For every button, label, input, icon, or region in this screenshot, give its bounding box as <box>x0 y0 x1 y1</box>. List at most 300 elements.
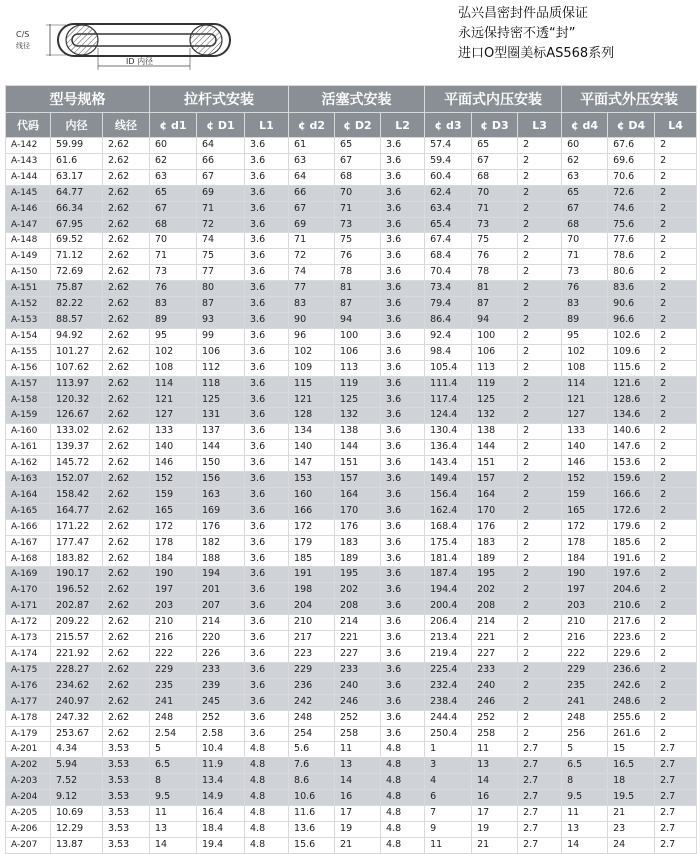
table-cell: 7.6 <box>289 758 335 774</box>
table-cell: 2 <box>518 297 562 313</box>
table-cell: 187.4 <box>425 567 472 583</box>
table-cell: 94 <box>335 312 381 328</box>
table-cell: 3.6 <box>381 376 425 392</box>
table-row <box>6 376 697 392</box>
table-cell: 2 <box>518 472 562 488</box>
table-cell: 15 <box>608 742 655 758</box>
table-cell: 190.17 <box>51 567 103 583</box>
table-row <box>6 821 697 837</box>
table-cell: 106 <box>472 344 518 360</box>
table-cell: 2.7 <box>655 790 697 806</box>
table-cell: A-165 <box>6 503 51 519</box>
table-cell: 3.53 <box>103 821 150 837</box>
cs-label: C/S <box>16 30 30 39</box>
table-cell: 261.6 <box>608 726 655 742</box>
table-cell: A-172 <box>6 615 51 631</box>
table-cell: 164 <box>335 487 381 503</box>
table-cell: 2.54 <box>150 726 197 742</box>
table-row <box>6 169 697 185</box>
table-cell: 3.6 <box>381 360 425 376</box>
table-cell: 3.6 <box>381 265 425 281</box>
table-cell: 3.6 <box>245 503 289 519</box>
table-cell: 11 <box>335 742 381 758</box>
table-cell: 2.62 <box>103 535 150 551</box>
table-cell: 2 <box>518 169 562 185</box>
table-cell: 190 <box>562 567 608 583</box>
table-cell: A-156 <box>6 360 51 376</box>
table-cell: 2 <box>518 328 562 344</box>
table-cell: 2.62 <box>103 631 150 647</box>
table-cell: 3.6 <box>381 392 425 408</box>
table-cell: 76 <box>472 249 518 265</box>
table-cell: A-202 <box>6 758 51 774</box>
table-cell: 143.4 <box>425 456 472 472</box>
table-cell: 7 <box>425 806 472 822</box>
table-cell: 2.7 <box>655 758 697 774</box>
table-cell: 24 <box>608 837 655 853</box>
table-cell: 2.62 <box>103 710 150 726</box>
table-cell: 2 <box>655 519 697 535</box>
table-cell: 119 <box>472 376 518 392</box>
table-cell: 67 <box>335 153 381 169</box>
table-cell: 4.8 <box>245 758 289 774</box>
table-cell: 17 <box>335 806 381 822</box>
table-row <box>6 694 697 710</box>
table-cell: 13.6 <box>289 821 335 837</box>
table-cell: 96.6 <box>608 312 655 328</box>
table-cell: 2.7 <box>655 742 697 758</box>
table-cell: 2 <box>518 710 562 726</box>
table-cell: 2 <box>655 615 697 631</box>
table-row <box>6 201 697 217</box>
table-cell: 2 <box>655 360 697 376</box>
table-cell: 2.62 <box>103 726 150 742</box>
table-cell: 113 <box>472 360 518 376</box>
table-cell: 182 <box>197 535 245 551</box>
table-cell: 60.4 <box>425 169 472 185</box>
table-cell: 176 <box>335 519 381 535</box>
table-cell: 9.12 <box>51 790 103 806</box>
table-cell: 2.62 <box>103 153 150 169</box>
table-cell: 2.62 <box>103 249 150 265</box>
table-cell: 4.8 <box>245 837 289 853</box>
table-cell: 236 <box>289 678 335 694</box>
table-cell: A-167 <box>6 535 51 551</box>
table-cell: 3.6 <box>381 694 425 710</box>
table-cell: 23 <box>608 821 655 837</box>
table-cell: 152 <box>150 472 197 488</box>
table-cell: 10.6 <box>289 790 335 806</box>
table-cell: 4.8 <box>381 742 425 758</box>
table-cell: 2.62 <box>103 360 150 376</box>
table-cell: 165 <box>562 503 608 519</box>
table-cell: 131 <box>197 408 245 424</box>
title-line-2: 永远保持密不透“封” <box>458 26 576 41</box>
table-cell: 102 <box>289 344 335 360</box>
table-cell: 3.6 <box>381 153 425 169</box>
table-cell: 75 <box>472 233 518 249</box>
table-cell: 202 <box>472 583 518 599</box>
table-cell: 10.4 <box>197 742 245 758</box>
table-cell: 221.92 <box>51 647 103 663</box>
table-cell: 184 <box>562 551 608 567</box>
table-cell: 61 <box>289 138 335 154</box>
table-cell: 3.6 <box>381 138 425 154</box>
table-cell: 2.7 <box>518 806 562 822</box>
table-cell: 2 <box>655 392 697 408</box>
table-cell: A-144 <box>6 169 51 185</box>
table-cell: 77 <box>197 265 245 281</box>
table-cell: 62 <box>562 153 608 169</box>
table-cell: 57.4 <box>425 138 472 154</box>
table-cell: 3.6 <box>381 726 425 742</box>
table-cell: 83 <box>150 297 197 313</box>
table-cell: 227 <box>335 647 381 663</box>
table-cell: 170 <box>472 503 518 519</box>
table-cell: 227 <box>472 647 518 663</box>
table-cell: 145.72 <box>51 456 103 472</box>
table-cell: 2.7 <box>518 837 562 853</box>
table-cell: 229.6 <box>608 647 655 663</box>
table-cell: 163 <box>197 487 245 503</box>
table-cell: 11 <box>150 806 197 822</box>
table-cell: 3.6 <box>381 567 425 583</box>
table-cell: 14.9 <box>197 790 245 806</box>
table-cell: 71.12 <box>51 249 103 265</box>
table-cell: 3.6 <box>245 519 289 535</box>
table-cell: 13 <box>562 821 608 837</box>
table-cell: 144 <box>197 440 245 456</box>
table-cell: A-179 <box>6 726 51 742</box>
table-cell: A-159 <box>6 408 51 424</box>
table-cell: 2.62 <box>103 694 150 710</box>
table-cell: 2.7 <box>518 790 562 806</box>
table-row <box>6 281 697 297</box>
table-cell: 2 <box>655 535 697 551</box>
table-cell: 2 <box>518 138 562 154</box>
group-rod-install: 拉杆式安装 <box>150 86 289 113</box>
table-cell: 2.62 <box>103 297 150 313</box>
table-cell: 68 <box>562 217 608 233</box>
table-cell: 65 <box>562 185 608 201</box>
table-cell: 2 <box>518 344 562 360</box>
table-cell: 232.4 <box>425 678 472 694</box>
table-cell: 181.4 <box>425 551 472 567</box>
table-cell: 78 <box>472 265 518 281</box>
table-cell: 4.8 <box>381 821 425 837</box>
table-cell: 176 <box>472 519 518 535</box>
table-cell: 71 <box>472 201 518 217</box>
table-cell: 113 <box>335 360 381 376</box>
table-cell: 2.62 <box>103 551 150 567</box>
col-D3: ¢ D3 <box>472 113 518 138</box>
table-cell: 2 <box>518 456 562 472</box>
table-cell: 240 <box>472 678 518 694</box>
table-row <box>6 472 697 488</box>
table-cell: 2.62 <box>103 169 150 185</box>
table-row <box>6 297 697 313</box>
table-cell: 80 <box>197 281 245 297</box>
table-cell: 2 <box>655 503 697 519</box>
table-cell: 119 <box>335 376 381 392</box>
table-cell: 105.4 <box>425 360 472 376</box>
table-cell: 3.6 <box>381 662 425 678</box>
table-cell: A-164 <box>6 487 51 503</box>
table-cell: 157 <box>335 472 381 488</box>
table-cell: 2.62 <box>103 678 150 694</box>
table-cell: 3.6 <box>381 472 425 488</box>
table-cell: 13 <box>150 821 197 837</box>
table-cell: 176 <box>197 519 245 535</box>
table-cell: 2 <box>655 647 697 663</box>
table-cell: A-162 <box>6 456 51 472</box>
table-cell: 67 <box>472 153 518 169</box>
table-cell: 128.6 <box>608 392 655 408</box>
table-row <box>6 312 697 328</box>
table-cell: A-160 <box>6 424 51 440</box>
table-row <box>6 456 697 472</box>
table-cell: 82.22 <box>51 297 103 313</box>
table-cell: 2.62 <box>103 376 150 392</box>
table-cell: 191.6 <box>608 551 655 567</box>
table-cell: 2.62 <box>103 440 150 456</box>
table-cell: 4.8 <box>381 806 425 822</box>
table-cell: 115 <box>289 376 335 392</box>
table-cell: A-169 <box>6 567 51 583</box>
table-cell: 235 <box>150 678 197 694</box>
table-cell: 2 <box>655 201 697 217</box>
table-cell: 21 <box>608 806 655 822</box>
table-cell: 152.07 <box>51 472 103 488</box>
table-cell: 59.4 <box>425 153 472 169</box>
table-cell: 113.97 <box>51 376 103 392</box>
table-cell: 196.52 <box>51 583 103 599</box>
table-cell: 102.6 <box>608 328 655 344</box>
table-cell: 3.6 <box>245 647 289 663</box>
table-cell: 246 <box>472 694 518 710</box>
table-cell: 73 <box>335 217 381 233</box>
table-cell: 64.77 <box>51 185 103 201</box>
table-cell: A-176 <box>6 678 51 694</box>
table-cell: 3.6 <box>381 583 425 599</box>
group-model-spec: 型号规格 <box>6 86 150 113</box>
table-cell: 70 <box>472 185 518 201</box>
table-cell: 90.6 <box>608 297 655 313</box>
table-row <box>6 647 697 663</box>
table-cell: A-171 <box>6 599 51 615</box>
table-cell: 72.69 <box>51 265 103 281</box>
table-cell: 71 <box>335 201 381 217</box>
table-cell: 214 <box>335 615 381 631</box>
table-cell: 2.62 <box>103 201 150 217</box>
table-cell: 100 <box>335 328 381 344</box>
table-cell: A-170 <box>6 583 51 599</box>
table-cell: 253.67 <box>51 726 103 742</box>
table-cell: 3.6 <box>381 185 425 201</box>
table-cell: 4.8 <box>245 790 289 806</box>
table-cell: 62.4 <box>425 185 472 201</box>
table-cell: 197 <box>150 583 197 599</box>
table-cell: 6 <box>425 790 472 806</box>
table-cell: 2 <box>655 312 697 328</box>
table-cell: 3.6 <box>245 344 289 360</box>
table-cell: 2.7 <box>655 821 697 837</box>
table-cell: 2 <box>518 647 562 663</box>
table-cell: 159.6 <box>608 472 655 488</box>
table-cell: 71 <box>197 201 245 217</box>
table-cell: 252 <box>197 710 245 726</box>
table-cell: 144 <box>472 440 518 456</box>
table-cell: 3.6 <box>245 535 289 551</box>
table-cell: 197 <box>562 583 608 599</box>
table-cell: 99 <box>197 328 245 344</box>
table-cell: 16.4 <box>197 806 245 822</box>
table-cell: A-146 <box>6 201 51 217</box>
table-cell: 239 <box>197 678 245 694</box>
table-cell: 162.4 <box>425 503 472 519</box>
table-cell: 81 <box>335 281 381 297</box>
page-header <box>0 0 700 84</box>
table-cell: 2.62 <box>103 599 150 615</box>
table-cell: 2 <box>518 631 562 647</box>
table-cell: 164.77 <box>51 503 103 519</box>
table-cell: 6.5 <box>150 758 197 774</box>
table-cell: 147.6 <box>608 440 655 456</box>
col-d4: ¢ d4 <box>562 113 608 138</box>
table-row <box>6 440 697 456</box>
table-cell: 2 <box>518 217 562 233</box>
table-cell: 83.6 <box>608 281 655 297</box>
table-cell: 2.62 <box>103 567 150 583</box>
table-cell: 3.6 <box>245 710 289 726</box>
table-cell: 178 <box>150 535 197 551</box>
table-cell: 73 <box>472 217 518 233</box>
table-cell: 89 <box>150 312 197 328</box>
table-cell: 61.6 <box>51 153 103 169</box>
table-cell: 63 <box>289 153 335 169</box>
table-cell: 7.52 <box>51 774 103 790</box>
table-cell: 100 <box>472 328 518 344</box>
table-cell: 2 <box>655 726 697 742</box>
table-cell: 2.62 <box>103 583 150 599</box>
table-cell: 14 <box>472 774 518 790</box>
table-cell: 3.6 <box>245 217 289 233</box>
table-row <box>6 392 697 408</box>
table-cell: 185.6 <box>608 535 655 551</box>
table-cell: 11.9 <box>197 758 245 774</box>
table-cell: 19 <box>472 821 518 837</box>
table-cell: 68.4 <box>425 249 472 265</box>
group-piston-install: 活塞式安装 <box>289 86 425 113</box>
table-cell: 4.8 <box>381 790 425 806</box>
table-cell: 2 <box>518 519 562 535</box>
table-cell: 10.69 <box>51 806 103 822</box>
table-cell: 2 <box>655 583 697 599</box>
table-cell: 3.6 <box>245 694 289 710</box>
table-cell: 75.6 <box>608 217 655 233</box>
table-cell: 17 <box>472 806 518 822</box>
table-cell: A-203 <box>6 774 51 790</box>
table-row <box>6 678 697 694</box>
table-cell: 18 <box>608 774 655 790</box>
table-cell: 74 <box>197 233 245 249</box>
table-cell: 158.42 <box>51 487 103 503</box>
table-cell: 133.02 <box>51 424 103 440</box>
table-cell: 5.94 <box>51 758 103 774</box>
table-cell: 3.6 <box>245 281 289 297</box>
table-cell: 151 <box>335 456 381 472</box>
table-cell: 3.6 <box>381 297 425 313</box>
table-cell: 87 <box>472 297 518 313</box>
table-cell: 3.6 <box>245 249 289 265</box>
table-cell: 3.6 <box>245 169 289 185</box>
table-cell: 2.7 <box>655 806 697 822</box>
table-cell: 146 <box>562 456 608 472</box>
table-cell: 3.6 <box>245 424 289 440</box>
table-cell: 98.4 <box>425 344 472 360</box>
table-cell: 2 <box>655 551 697 567</box>
table-cell: 220 <box>197 631 245 647</box>
table-cell: 14 <box>562 837 608 853</box>
group-face-internal: 平面式内压安装 <box>425 86 562 113</box>
table-cell: 2 <box>655 567 697 583</box>
table-cell: 183 <box>472 535 518 551</box>
table-cell: 132 <box>335 408 381 424</box>
table-cell: 68 <box>472 169 518 185</box>
table-cell: 3.53 <box>103 790 150 806</box>
table-row <box>6 790 697 806</box>
col-wire-diameter: 线径 <box>103 113 150 138</box>
table-cell: 2.62 <box>103 312 150 328</box>
table-cell: 89 <box>562 312 608 328</box>
table-cell: 3.6 <box>245 265 289 281</box>
table-cell: 3.6 <box>245 615 289 631</box>
table-cell: 179.6 <box>608 519 655 535</box>
col-D4: ¢ D4 <box>608 113 655 138</box>
table-cell: 221 <box>472 631 518 647</box>
table-cell: 18.4 <box>197 821 245 837</box>
title-line-1: 弘兴昌密封件品质保证 <box>458 6 589 21</box>
table-cell: 209.22 <box>51 615 103 631</box>
table-cell: 2.62 <box>103 138 150 154</box>
table-cell: 2 <box>518 615 562 631</box>
table-cell: 2 <box>518 153 562 169</box>
table-cell: 80.6 <box>608 265 655 281</box>
table-cell: 139.37 <box>51 440 103 456</box>
table-cell: 90 <box>289 312 335 328</box>
table-cell: 13.4 <box>197 774 245 790</box>
table-cell: 15.6 <box>289 837 335 853</box>
table-cell: 3.6 <box>381 599 425 615</box>
table-cell: 217.6 <box>608 615 655 631</box>
table-cell: 172.6 <box>608 503 655 519</box>
table-cell: 88.57 <box>51 312 103 328</box>
table-cell: 3.6 <box>245 153 289 169</box>
table-cell: 9.5 <box>150 790 197 806</box>
table-cell: 69.52 <box>51 233 103 249</box>
table-cell: A-155 <box>6 344 51 360</box>
table-cell: 189 <box>472 551 518 567</box>
table-cell: A-178 <box>6 710 51 726</box>
table-row <box>6 185 697 201</box>
table-cell: 21 <box>335 837 381 853</box>
table-cell: 200.4 <box>425 599 472 615</box>
table-cell: 203 <box>150 599 197 615</box>
table-cell: 3.6 <box>381 710 425 726</box>
table-cell: A-149 <box>6 249 51 265</box>
group-header-row <box>6 86 697 113</box>
table-cell: 2 <box>518 662 562 678</box>
